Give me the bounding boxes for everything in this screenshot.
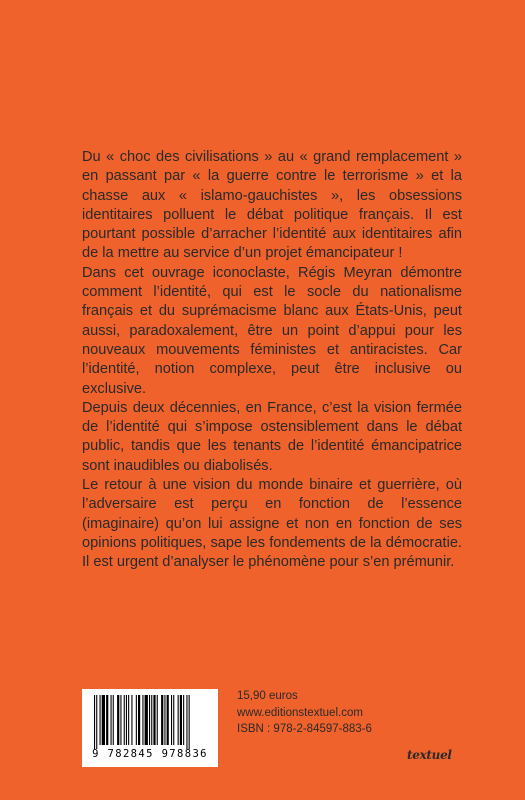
barcode-bar: [128, 695, 129, 745]
barcode-bar: [136, 695, 137, 745]
barcode-number: 9 782845 978836: [92, 748, 208, 760]
barcode-bar: [171, 695, 172, 745]
price: 15,90 euros: [237, 690, 298, 702]
barcode-bar: [189, 695, 190, 749]
book-info: [237, 688, 372, 738]
barcode-bar: [96, 695, 97, 749]
barcode-bar: [142, 695, 143, 745]
blurb-paragraph-2: Dans cet ouvrage iconoclaste, Régis Meyran démontre comment l’identité, qui est le socle du nationalisme français et du suprémacisme blanc aux États-Unis, peut aussi, paradoxalement, être un point d’appui pour les nouveaux mouvements féministes et antiracistes. Car l’identité, notion complexe, peut être inclusive ou exclusive.: [82, 264, 462, 397]
barcode-bar: [186, 695, 187, 749]
barcode-bar: [102, 695, 105, 745]
barcode-bar: [157, 695, 158, 745]
barcode-bar: [178, 695, 179, 745]
barcode-bars: [82, 689, 218, 749]
barcode-bar: [120, 695, 121, 745]
barcode-bar: [94, 695, 95, 749]
isbn-barcode: [82, 689, 218, 767]
barcode-bar: [153, 695, 155, 745]
barcode-bar: [151, 695, 152, 745]
barcode-bar: [106, 695, 108, 745]
publisher-website: www.editionstextuel.com: [237, 706, 363, 719]
barcode-bar: [183, 695, 184, 745]
barcode-bar: [100, 695, 101, 745]
barcode-bar: [149, 695, 150, 745]
barcode-bar: [145, 695, 148, 745]
barcode-bar: [138, 695, 140, 745]
barcode-bar: [161, 695, 163, 745]
blurb-paragraph-4: Le retour à une vision du monde binaire et guerrière, où l’adversaire est perçu en fonction de l’essence (imaginaire) qu’on lui assigne et non en fonction de ses opinions politiques, sape les fondements de la démocratie. Il est urgent d’analyser le phénomène pour s’en prémunir.: [82, 477, 462, 571]
blurb-paragraph-3: Depuis deux décennies, en France, c’est la vision fermée de l’identité qui s’impose ostensiblement dans le débat public, tandis que les tenants de l’identité émancipatrice sont inaudibles ou diabolisés.: [82, 399, 462, 474]
back-cover-blurb: [82, 148, 462, 573]
barcode-bar: [167, 695, 169, 745]
barcode-bar: [124, 695, 125, 745]
barcode-bar: [164, 695, 165, 745]
barcode-bar: [111, 695, 112, 745]
barcode-bar: [131, 695, 132, 745]
publisher-logo: textuel: [407, 748, 452, 762]
barcode-bar: [180, 695, 182, 745]
barcode-bar: [117, 695, 119, 745]
barcode-bar: [113, 695, 114, 745]
barcode-bar: [126, 695, 127, 745]
blurb-paragraph-1: Du « choc des civilisations » au « grand remplacement » en passant par « la guerre contre le terrorisme » et la chasse aux « islamo-gauchistes », les obsessions identitaires polluent le débat politique français. Il est pourtant possible d’arracher l’identité aux identitaires afin de la mettre au service d’un projet émancipateur !: [82, 149, 462, 262]
barcode-bar: [173, 695, 174, 745]
isbn-text: ISBN : 978-2-84597-883-6: [237, 723, 372, 736]
